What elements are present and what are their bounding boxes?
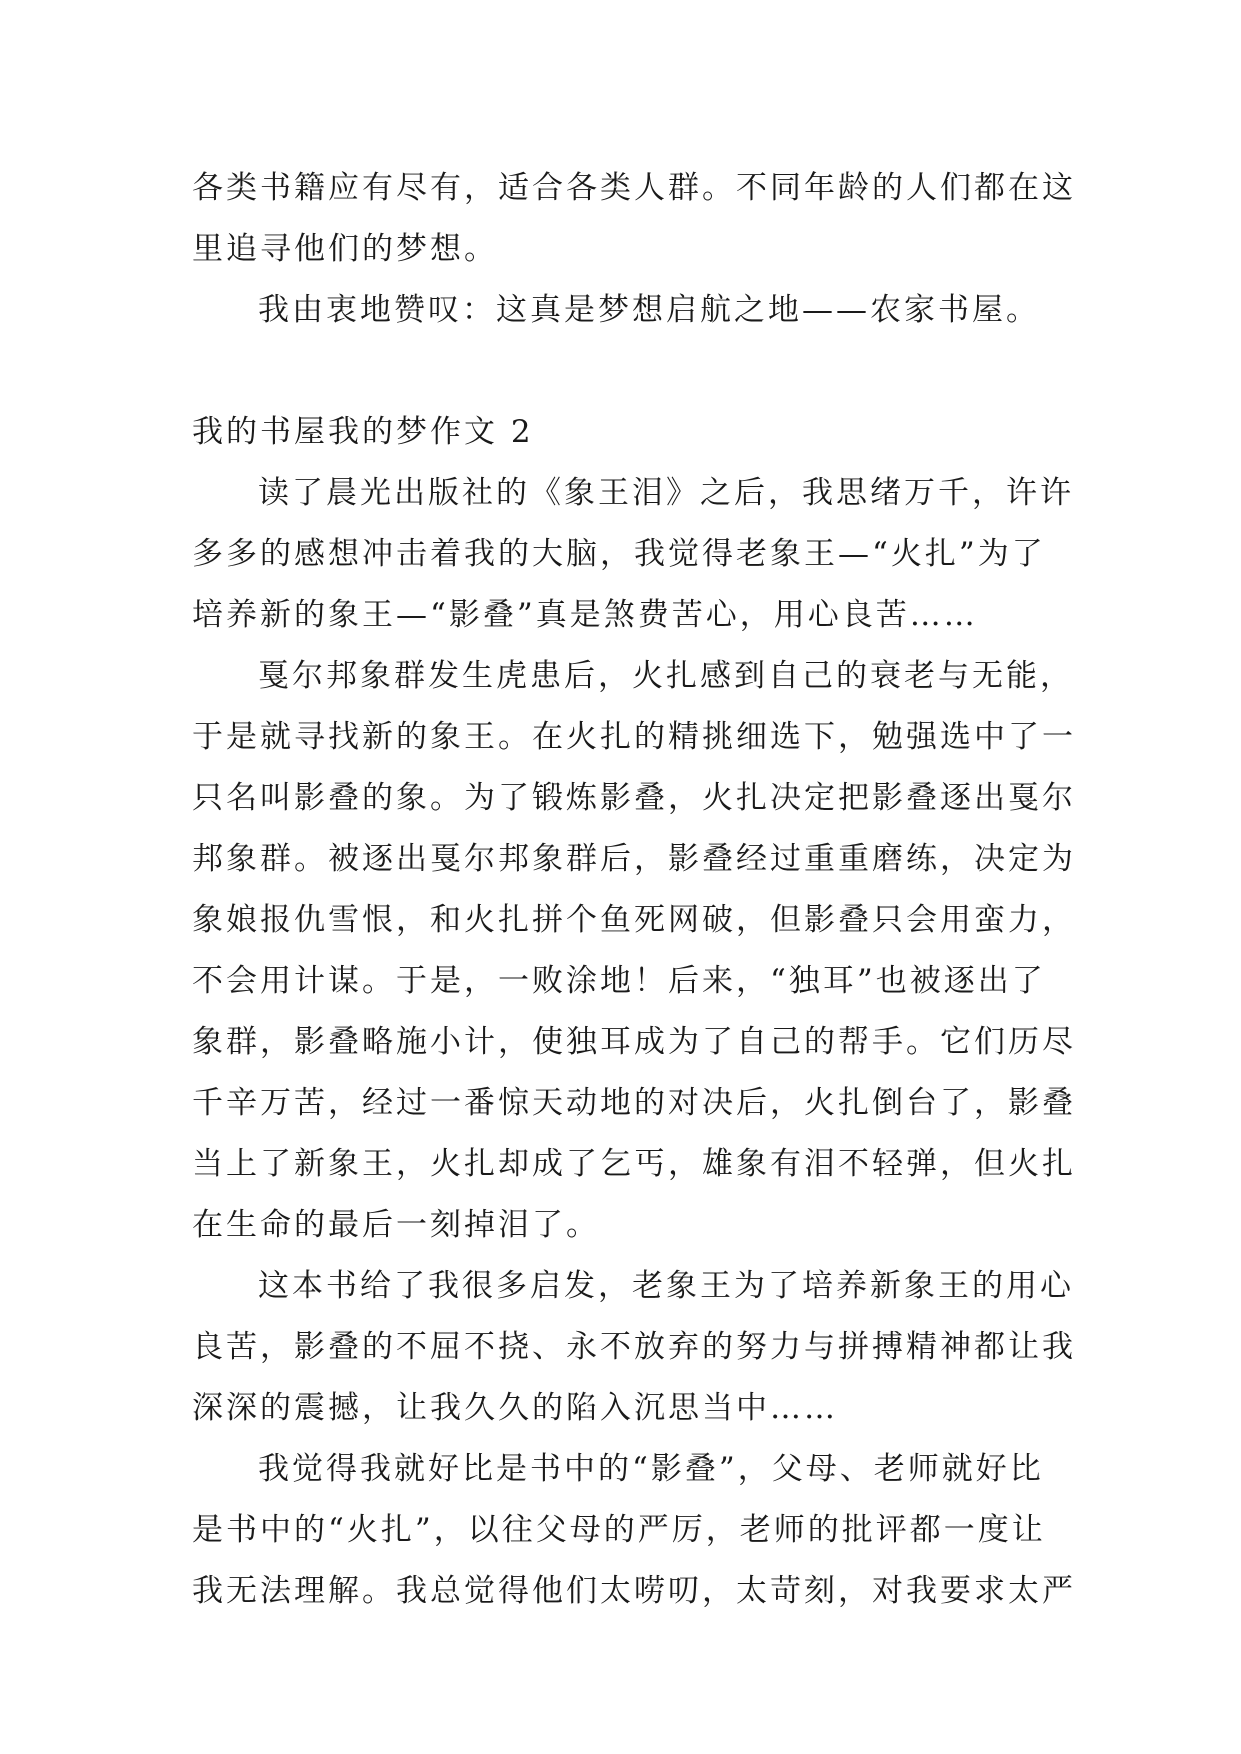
text-line: 里追寻他们的梦想。 xyxy=(192,231,498,267)
text-line: 千辛万苦，经过一番惊天动地的对决后，火扎倒台了，影叠 xyxy=(192,1085,1076,1121)
text-line: 培养新的象王—“影叠”真是煞费苦心，用心良苦…… xyxy=(192,597,978,633)
text-line: 只名叫影叠的象。为了锻炼影叠，火扎决定把影叠逐出戛尔 xyxy=(192,780,1076,816)
text-line: 各类书籍应有尽有，适合各类人群。不同年龄的人们都在这 xyxy=(192,170,1076,206)
text-line: 这本书给了我很多启发，老象王为了培养新象王的用心 xyxy=(258,1268,1074,1304)
text-line: 深深的震撼，让我久久的陷入沉思当中…… xyxy=(192,1390,838,1426)
text-line: 象娘报仇雪恨，和火扎拼个鱼死网破，但影叠只会用蛮力， xyxy=(192,902,1076,938)
document-body xyxy=(192,158,1076,1622)
text-line: 我由衷地赞叹：这真是梦想启航之地——农家书屋。 xyxy=(258,292,1040,328)
text-line: 不会用计谋。于是，一败涂地！后来，“独耳”也被逐出了 xyxy=(192,963,1046,999)
paragraph-gap xyxy=(192,341,1072,402)
text-line: 邦象群。被逐出戛尔邦象群后，影叠经过重重磨练，决定为 xyxy=(192,841,1076,877)
text-line: 象群，影叠略施小计，使独耳成为了自己的帮手。它们历尽 xyxy=(192,1024,1076,1060)
section-heading: 我的书屋我的梦作文 2 xyxy=(192,414,534,450)
text-line: 我觉得我就好比是书中的“影叠”，父母、老师就好比 xyxy=(258,1451,1044,1487)
text-line: 我无法理解。我总觉得他们太唠叨，太苛刻，对我要求太严 xyxy=(192,1573,1076,1609)
text-line: 读了晨光出版社的《象王泪》之后，我思绪万千，许许 xyxy=(258,475,1074,511)
text-line: 在生命的最后一刻掉泪了。 xyxy=(192,1207,600,1243)
text-line: 于是就寻找新的象王。在火扎的精挑细选下，勉强选中了一 xyxy=(192,719,1076,755)
text-line: 是书中的“火扎”，以往父母的严厉，老师的批评都一度让 xyxy=(192,1512,1046,1548)
text-line: 戛尔邦象群发生虎患后，火扎感到自己的衰老与无能， xyxy=(258,658,1074,694)
text-line: 良苦，影叠的不屈不挠、永不放弃的努力与拼搏精神都让我 xyxy=(192,1329,1076,1365)
text-line: 多多的感想冲击着我的大脑，我觉得老象王—“火扎”为了 xyxy=(192,536,1046,572)
text-line: 当上了新象王，火扎却成了乞丐，雄象有泪不轻弹，但火扎 xyxy=(192,1146,1076,1182)
